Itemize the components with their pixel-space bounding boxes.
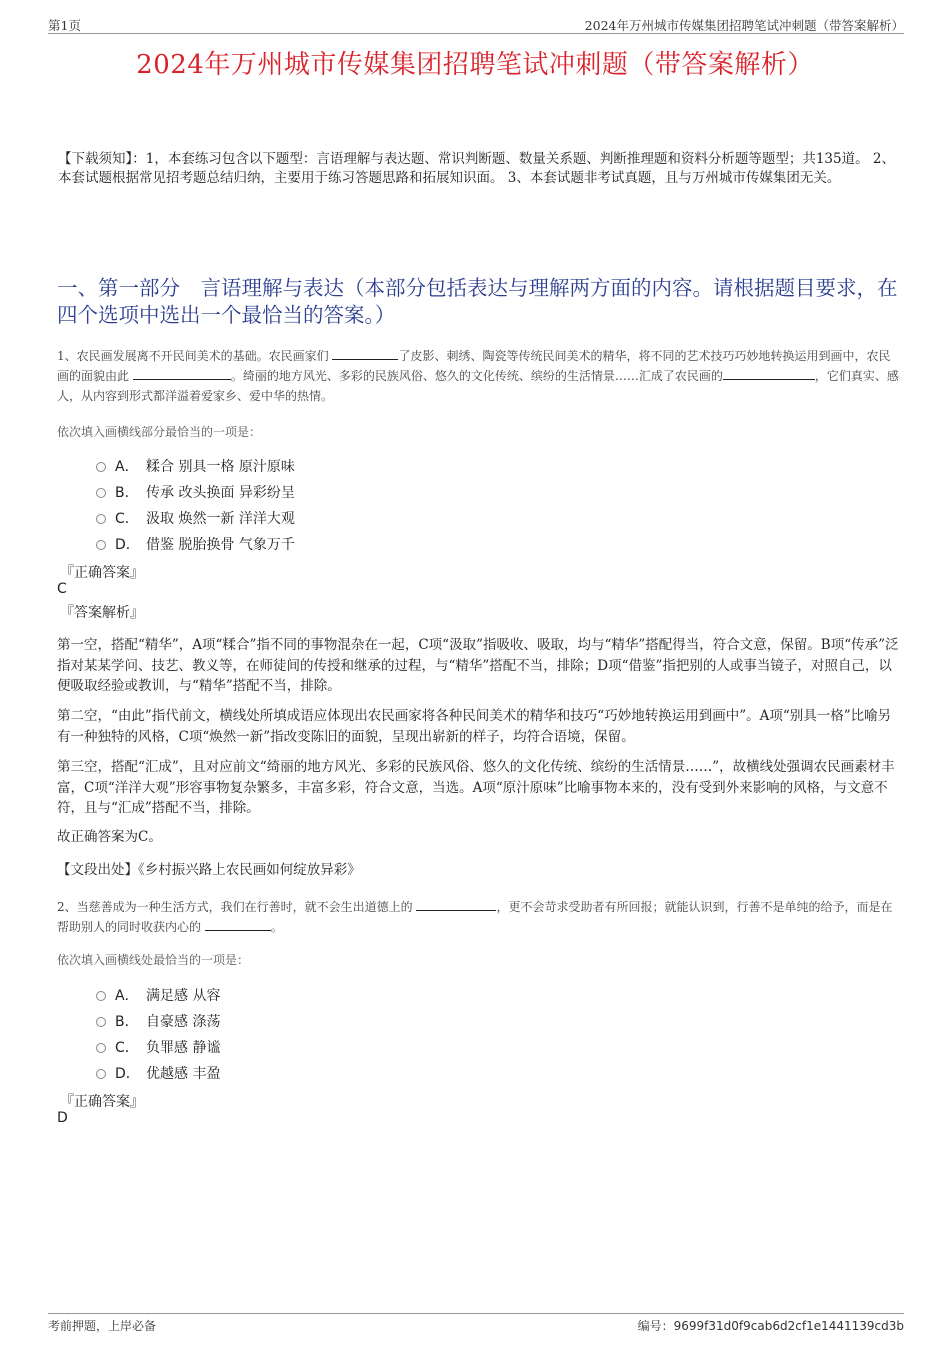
question-2-text-3: 。 <box>270 920 283 934</box>
radio-icon[interactable] <box>96 1017 106 1027</box>
answer-blank <box>416 898 496 911</box>
question-1-text-3: 。绮丽的地方风光、多彩的民族风俗、悠久的文化传统、缤纷的生活情景……汇成了农民画的 <box>230 369 723 383</box>
analysis-label: 『答案解析』 <box>60 605 144 621</box>
question-1-text-4: ，它们真实、感人，从内容到形式都洋溢着爱家乡、爱中华的热情。 <box>57 369 899 403</box>
analysis-conclusion: 故正确答案为C。 <box>57 829 162 845</box>
question-2-text-1: 2、当慈善成为一种生活方式，我们在行善时，就不会生出道德上的 <box>57 900 417 914</box>
radio-icon[interactable] <box>96 1043 106 1053</box>
page-footer <box>48 1313 904 1335</box>
analysis-paragraph-2: 第二空，“由此”指代前文，横线处所填成语应体现出农民画家将各种民间美术的精华和技巧“巧妙地转换运用到画中”。A项“别具一格”比喻另有一种独特的风格，C项“焕然一新”指改变陈旧的面貌，呈现出崭新的样子，均符合语境，保留。 <box>57 708 892 745</box>
answer-blank <box>133 367 231 380</box>
correct-answer-label: 『正确答案』 <box>60 565 144 581</box>
option-a[interactable]: A． 糅合 别具一格 原汁原味 <box>96 453 295 479</box>
question-1-stem <box>57 346 899 406</box>
question-2-stem <box>57 897 899 937</box>
option-c[interactable]: C． 汲取 焕然一新 洋洋大观 <box>96 505 295 531</box>
question-1-text-1: 1、农民画发展离不开民间美术的基础。农民画家们 <box>57 349 333 363</box>
option-b[interactable]: B． 传承 改头换面 异彩纷呈 <box>96 479 295 505</box>
footer-slogan: 考前押题，上岸必备 <box>48 1319 157 1333</box>
document-code: 编号：9699f31d0f9cab6d2cf1e1441139cd3b <box>637 1319 904 1333</box>
section-heading: 一、第一部分 言语理解与表达（本部分包括表达与理解两方面的内容。请根据题目要求，在四个选项中选出一个最恰当的答案。） <box>57 276 898 327</box>
radio-icon[interactable] <box>96 514 106 524</box>
download-notice: 【下载须知】：1，本套练习包含以下题型：言语理解与表达题、常识判断题、数量关系题、判断推理题和资料分析题等题型；共135道。 2、本套试题根据常见招考题总结归纳，主要用于练习答题思路和拓展知识面。 3、本套试题非考试真题，且与万州城市传媒集团无关。 <box>58 151 895 186</box>
page-header <box>48 14 904 34</box>
option-a[interactable]: A． 满足感 从容 <box>96 982 220 1008</box>
header-doc-title: 2024年万州城市传媒集团招聘笔试冲刺题（带答案解析） <box>584 18 904 33</box>
correct-answer-label: 『正确答案』 <box>60 1094 144 1110</box>
analysis-paragraph-1: 第一空，搭配“精华”，A项“糅合”指不同的事物混杂在一起，C项“汲取”指吸收、吸取，均与“精华”搭配得当，符合文意，保留。B项“传承”泛指对某某学问、技艺、教义等，在师徒间的传授和继承的过程，与“精华”搭配不当，排除；D项“借鉴”指把别的人或事当镜子，对照自己，以便吸取经验或教训，与“精华”搭配不当，排除。 <box>57 637 899 694</box>
analysis-paragraph-3: 第三空，搭配“汇成”，且对应前文“绮丽的地方风光、多彩的民族风俗、悠久的文化传统、缤纷的生活情景……”，故横线处强调农民画素材丰富，C项“洋洋大观”形容事物复杂繁多，丰富多彩，符合文意，当选。A项“原汁原味”比喻事物本来的，没有受到外来影响的风格，与文意不符，且与“汇成”搭配不当，排除。 <box>57 759 895 816</box>
radio-icon[interactable] <box>96 1069 106 1079</box>
source-citation: 【文段出处】《乡村振兴路上农民画如何绽放异彩》 <box>57 862 361 878</box>
radio-icon[interactable] <box>96 540 106 550</box>
question-2-text-2: ，更不会苛求受助者有所回报；就能认识到，行善不是单纯的给予，而是在帮助别人的同时收获内心的 <box>57 900 893 934</box>
radio-icon[interactable] <box>96 488 106 498</box>
radio-icon[interactable] <box>96 991 106 1001</box>
option-d[interactable]: D． 借鉴 脱胎换骨 气象万千 <box>96 531 295 557</box>
answer-blank <box>205 918 271 931</box>
option-b[interactable]: B． 自豪感 涤荡 <box>96 1008 220 1034</box>
correct-answer: D <box>57 1110 68 1126</box>
radio-icon[interactable] <box>96 462 106 472</box>
option-c[interactable]: C． 负罪感 静谧 <box>96 1034 220 1060</box>
question-2-prompt: 依次填入画横线处最恰当的一项是： <box>57 953 250 967</box>
answer-blank <box>723 367 815 380</box>
page-number: 第1页 <box>48 18 81 33</box>
question-1-options <box>96 453 295 557</box>
correct-answer: C <box>57 581 67 597</box>
question-2-options <box>96 982 220 1086</box>
question-1-text-2: 了皮影、刺绣、陶瓷等传统民间美术的精华，将不同的艺术技巧巧妙地转换运用到画中，农民画的面貌由此 <box>57 349 891 383</box>
option-d[interactable]: D． 优越感 丰盈 <box>96 1060 220 1086</box>
question-1-prompt: 依次填入画横线部分最恰当的一项是： <box>57 425 262 439</box>
answer-blank <box>332 347 398 360</box>
document-title: 2024年万州城市传媒集团招聘笔试冲刺题（带答案解析） <box>136 50 814 80</box>
